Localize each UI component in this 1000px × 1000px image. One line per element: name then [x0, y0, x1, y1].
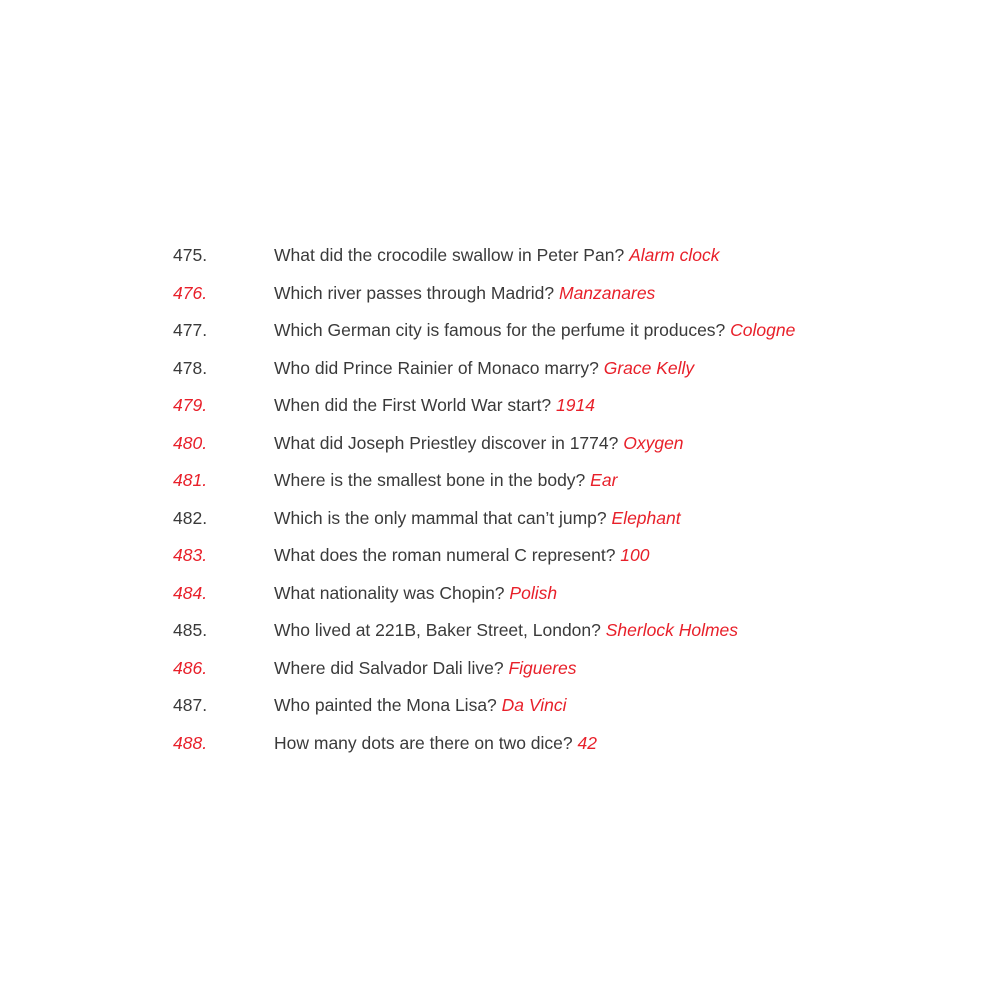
question-line	[274, 654, 577, 682]
question-number: 477.	[173, 320, 208, 340]
quiz-item	[0, 429, 1000, 467]
question-text: What nationality was Chopin?	[274, 582, 505, 603]
question-text: What does the roman numeral C represent?	[274, 545, 616, 565]
question-number: 479.	[173, 395, 208, 415]
answer-text: Ear	[590, 470, 618, 490]
question-number: 487.	[173, 695, 208, 715]
answer-text: 42	[577, 732, 597, 753]
quiz-item	[0, 279, 1000, 317]
question-text: Who painted the Mona Lisa?	[274, 695, 497, 715]
answer-text: Da Vinci	[501, 695, 567, 715]
quiz-list	[0, 241, 1000, 766]
question-number: 483.	[173, 545, 208, 565]
question-line	[274, 429, 684, 457]
answer-text: Oxygen	[623, 432, 684, 453]
question-text: Who lived at 221B, Baker Street, London?	[274, 620, 601, 640]
answer-text: Cologne	[730, 320, 796, 340]
question-text: How many dots are there on two dice?	[274, 732, 573, 753]
question-text: Who did Prince Rainier of Monaco marry?	[274, 357, 599, 378]
question-line	[274, 466, 617, 494]
question-number: 488.	[173, 732, 208, 753]
quiz-item	[0, 504, 1000, 542]
answer-text: Alarm clock	[629, 245, 720, 265]
question-text: What did the crocodile swallow in Peter Pan?	[274, 245, 625, 265]
quiz-item	[0, 241, 1000, 279]
question-line	[274, 279, 655, 307]
quiz-item	[0, 691, 1000, 729]
question-number: 485.	[173, 620, 208, 640]
question-line	[274, 729, 597, 757]
question-number: 484.	[173, 582, 208, 603]
answer-text: Figueres	[508, 657, 577, 678]
question-number: 478.	[173, 357, 208, 378]
question-text: Where is the smallest bone in the body?	[274, 470, 586, 490]
quiz-item	[0, 729, 1000, 767]
question-number: 476.	[173, 282, 208, 303]
answer-text: 1914	[556, 395, 595, 415]
quiz-item	[0, 316, 1000, 354]
quiz-item	[0, 616, 1000, 654]
question-line	[274, 691, 567, 719]
question-text: What did Joseph Priestley discover in 1774?	[274, 432, 619, 453]
question-line	[274, 316, 795, 344]
question-line	[274, 616, 738, 644]
question-number: 475.	[173, 245, 208, 265]
quiz-item	[0, 541, 1000, 579]
question-line	[274, 541, 650, 569]
question-line	[274, 241, 720, 269]
question-line	[274, 391, 595, 419]
answer-text: Elephant	[611, 507, 681, 528]
question-number: 486.	[173, 657, 208, 678]
question-text: Which German city is famous for the perfume it produces?	[274, 320, 726, 340]
quiz-item	[0, 391, 1000, 429]
answer-text: Manzanares	[559, 282, 656, 303]
answer-text: Sherlock Holmes	[605, 620, 739, 640]
answer-text: Polish	[509, 582, 558, 603]
question-line	[274, 579, 557, 607]
question-text: When did the First World War start?	[274, 395, 552, 415]
question-number: 481.	[173, 470, 208, 490]
question-text: Where did Salvador Dali live?	[274, 657, 504, 678]
question-line	[274, 354, 694, 382]
question-line	[274, 504, 681, 532]
answer-text: 100	[620, 545, 650, 565]
quiz-item	[0, 466, 1000, 504]
question-text: Which river passes through Madrid?	[274, 282, 555, 303]
quiz-item	[0, 354, 1000, 392]
quiz-item	[0, 654, 1000, 692]
question-number: 482.	[173, 507, 208, 528]
answer-text: Grace Kelly	[603, 357, 695, 378]
quiz-item	[0, 579, 1000, 617]
question-number: 480.	[173, 432, 208, 453]
question-text: Which is the only mammal that can’t jump?	[274, 507, 607, 528]
